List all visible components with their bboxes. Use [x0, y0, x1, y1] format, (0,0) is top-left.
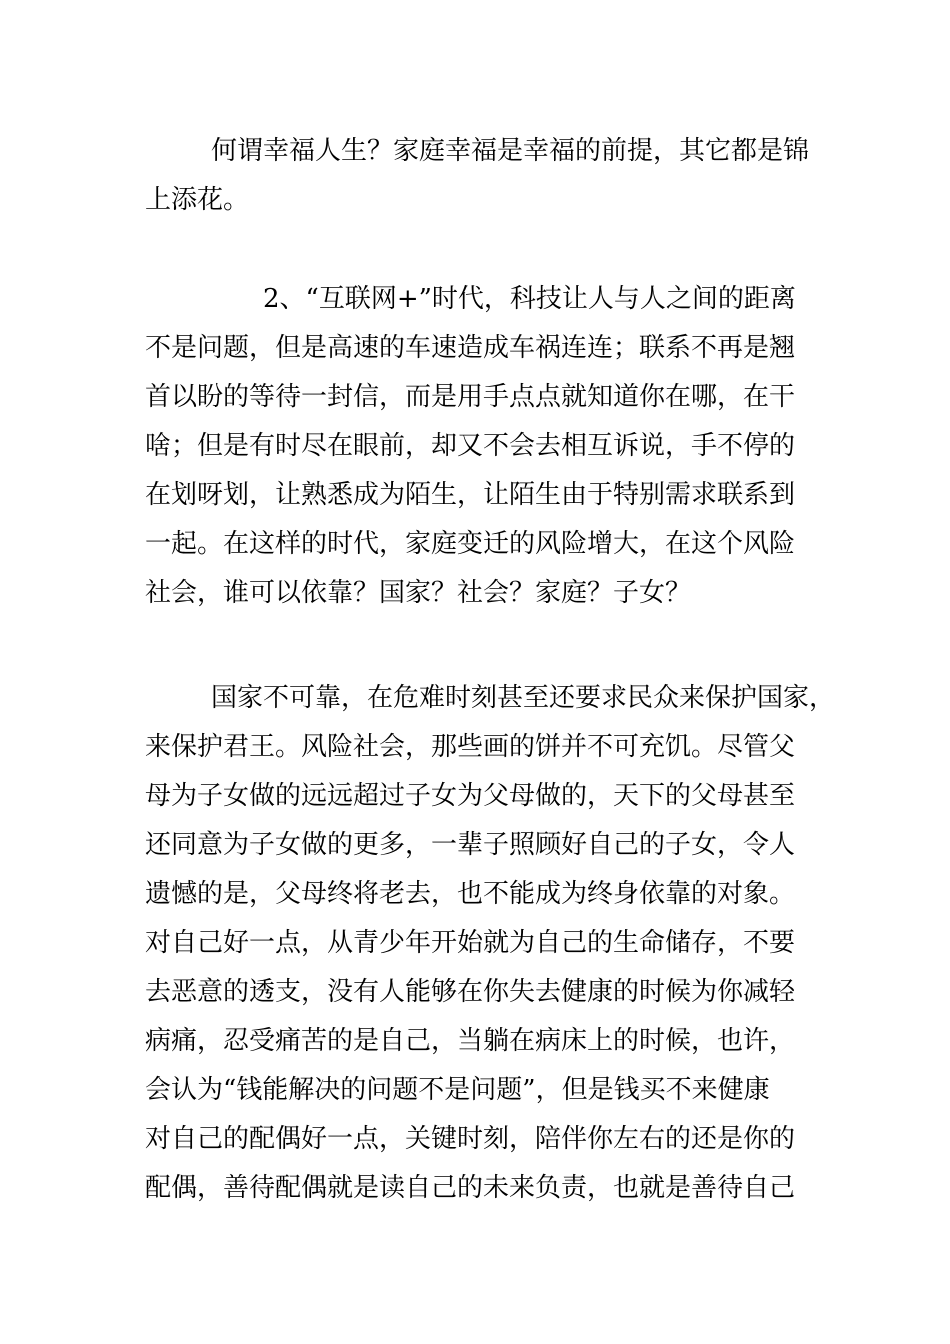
text-line: 何谓幸福人生？家庭幸福是幸福的前提，其它都是锦 [211, 136, 810, 166]
text-line: 2、“互联网+”时代，科技让人与人之间的距离 [263, 284, 796, 314]
text-line: 病痛，忍受痛苦的是自己，当躺在病床上的时候，也许， [145, 1026, 796, 1056]
paragraph-happiness [145, 127, 825, 225]
text-line: 遗憾的是，父母终将老去，也不能成为终身依靠的对象。 [145, 879, 796, 909]
text-line: 不是问题，但是高速的车速造成车祸连连；联系不再是翘 [145, 333, 796, 363]
text-line: 啥；但是有时尽在眼前，却又不会去相互诉说，手不停的 [145, 431, 796, 461]
paragraph-internet-era [145, 275, 825, 618]
text-line: 上添花。 [145, 185, 250, 215]
text-line: 母为子女做的远远超过子女为父母做的，天下的父母甚至 [145, 781, 796, 811]
text-line: 会认为“钱能解决的问题不是问题”，但是钱买不来健康 [145, 1075, 770, 1105]
paragraph-reliance [145, 674, 836, 1213]
text-line: 配偶，善待配偶就是读自己的未来负责，也就是善待自己 [145, 1173, 796, 1203]
text-line: 国家不可靠，在危难时刻甚至还要求民众来保护国家， [211, 683, 836, 713]
text-line: 首以盼的等待一封信，而是用手点点就知道你在哪，在干 [145, 382, 796, 412]
text-line: 社会，谁可以依靠？国家？社会？家庭？子女？ [145, 578, 692, 608]
text-line: 去恶意的透支，没有人能够在你失去健康的时候为你减轻 [145, 977, 796, 1007]
text-line: 在划呀划，让熟悉成为陌生，让陌生由于特别需求联系到 [145, 480, 796, 510]
text-line: 还同意为子女做的更多，一辈子照顾好自己的子女，令人 [145, 830, 796, 860]
text-line: 对自己好一点，从青少年开始就为自己的生命储存，不要 [145, 928, 796, 958]
text-line: 对自己的配偶好一点，关键时刻，陪伴你左右的还是你的 [145, 1124, 796, 1154]
text-line: 一起。在这样的时代，家庭变迁的风险增大，在这个风险 [145, 529, 796, 559]
text-line: 来保护君王。风险社会，那些画的饼并不可充饥。尽管父 [145, 732, 796, 762]
